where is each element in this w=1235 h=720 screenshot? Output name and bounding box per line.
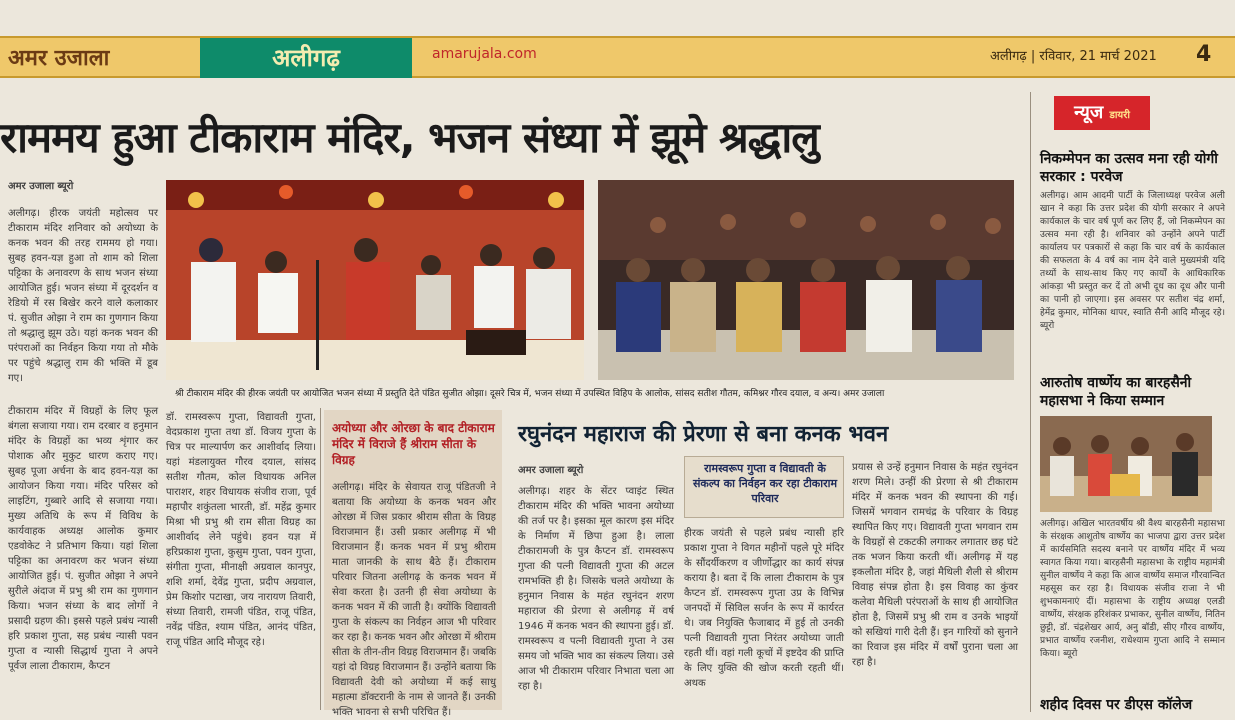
audience-illustration xyxy=(598,180,1014,380)
sidebar-story-1-paragraph: अलीगढ़। आम आदमी पार्टी के जिलाध्यक्ष परवेज अली खान ने कहा कि उत्तर प्रदेश की योगी सरकार ने अपने कार्यकाल के चार वर्ष पूर्ण कर लिए हैं, जो निकम्मेपन का उत्सव मना रही है। शनिवार को उन्होंने अपने पार्टी कार्यालय पर पत्रकारों से कहा कि चार वर्ष के कार्यकाल की सफलता के 4 वर्ष का नाम देने वाले मुख्यमंत्री यदि तथ्यों के साथ-साथ किए गए कार्यों के आधिकारिक आंकड़ा भी प्रस्तुत कर दें तो अभी दूध का दूध और पानी का पानी हो जाएगा। इस अवसर पर सतीश चंद्र शर्मा, हेमेंद्र कुमार, मोनिका थापर, स्वाति सैनी आदि मौजूद रहे। ब्यूरो xyxy=(1040,191,1225,331)
photo-audience xyxy=(598,180,1014,380)
intro-paragraph: अलीगढ़। हीरक जयंती महोत्सव पर टीकाराम मंदिर शनिवार को अयोध्या के कनक भवन की तरह राममय हो गया। सुबह हवन-यज्ञ हुआ तो शाम को शिला पट्टिका के अनावरण के साथ भजन संध्या आयोजित हुई। भजन संध्या में दूरदर्शन व रेडियो में रस बिखेर करने वाले कलाकार पं. सुजीत ओझा ने राम का गुणगान किया तो श्रद्धालु झूम उठे। यहां कनक भवन की परंपराओं का निर्वहन किया गया तो मौके पर पहुंचे श्रद्धालु राम की भक्ति में डूब गए। xyxy=(8,208,158,384)
sidebar-story-3-title: शहीद दिवस पर डीएस कॉलेज xyxy=(1040,697,1193,713)
dateline: अलीगढ़ | रविवार, 21 मार्च 2021 xyxy=(990,49,1157,64)
sub-article-paragraph-3: प्रयास से उन्हें हनुमान निवास के महंत रघुनंदन शरण मिले। उन्हीं की प्रेरणा से श्री टीकाराम मंदिर में कनक भवन की स्थापना की गई। जिसमें भगवान रामचंद्र के परिवार के विग्रह स्थापित किए गए। विद्यावती गुप्ता भगवान राम के विग्रहों से टकटकी लगाकर लगातार छह घंटे तक भजन किया करती थीं। अलीगढ़ में यह इकलौता मंदिर है, जहां मैथिली शैली से श्रीराम विवाह संपन्न होता है। इस विवाह का कुंवर कलेवा मैथिली परंपराओं के साथ ही आयोजित होता है, जिसमें प्रभु श्री राम व उनके भाइयों को सखियां गारी देती हैं। इन गारियों को सुनाने का रिवाज इस मंदिर में वर्षों पुराना चला आ रहा है। xyxy=(852,462,1018,668)
info-box-paragraph: अलीगढ़। मंदिर के सेवायत राजू पंडितजी ने बताया कि अयोध्या के कनक भवन और ओरछा में जिस प्रकार श्रीराम सीता के विग्रह विराजमान हैं। उसी प्रकार अलीगढ़ में भी विराजमान हैं। कनक भवन में प्रभु श्रीराम माता जानकी के साथ बैठे हैं। टीकाराम परिवार जितना अलीगढ़ के कनक भवन में सेवा करता है। उतनी ही सेवा अयोध्या के कनक भवन में की जाती है। क्योंकि विद्यावती गुप्ता के संकल्प का निर्वहन आज भी परिवार कर रहा है। कनक भवन और ओरछा में श्रीराम सीता के तीन-तीन विग्रह विराजमान हैं। जबकि यहां दो विग्रह विराजमान हैं। उन्होंने बताया कि विद्यावती देवी को अयोध्या में कई साधु महात्मा डॉक्टरानी के नाम से जानते हैं। उनकी भक्ति भावना से सभी परिचित हैं। xyxy=(332,482,496,718)
stage-illustration xyxy=(166,180,584,380)
sub-article-column-3 xyxy=(852,460,1018,710)
photo-caption: श्री टीकाराम मंदिर की हीरक जयंती पर आयोजित भजन संध्या में प्रस्तुति देते पंडित सुजीत ओझा। दूसरे चित्र में, भजन संध्या में उपस्थित विहिप के आलोक, सांसद सतीश गौतम, कमिश्नर गौरव दयाल, व अन्य। अमर उजाला xyxy=(175,389,885,399)
sub-article-box xyxy=(684,456,844,518)
sidebar-story-2-paragraph: अलीगढ़। अखिल भारतवर्षीय श्री वैश्य बारहसैनी महासभा के संरक्षक आशुतोष वार्ष्णेय का भाजपा द्वारा उत्तर प्रदेश में कार्यसमिति सदस्य बनाने पर वार्ष्णेय मंदिर में भव्य स्वागत किया गया। बारहसैनी महासभा के राष्ट्रीय महामंत्री सुनील वार्ष्णेय ने कहा कि आज वार्ष्णेय समाज गौरवान्वित महसूस कर रहा है। विधायक संजीव राजा ने भी शुभकामनाएं दीं। महासभा के राष्ट्रीय अध्यक्ष एलडी वार्ष्णेय, संरक्षक हरिशंकर प्रभाकर, सुनील वार्ष्णेय, नितिन छुट्टी, डॉ. चंद्रशेखर आर्य, अनु बॉडी, सीए गौरव वार्ष्णेय, प्रभात वार्ष्णेय रजनीश, राधेश्याम गुप्ता आदि ने सम्मान किया। ब्यूरो xyxy=(1040,519,1225,659)
badge-sublabel: डायरी xyxy=(1109,110,1130,121)
middle-column-text xyxy=(166,410,316,710)
photo-bhajan-performance xyxy=(166,180,584,380)
sub-article-byline: अमर उजाला ब्यूरो xyxy=(518,465,584,476)
sidebar-story-1-title: निकम्मेपन का उत्सव मना रही योगी सरकार : परवेज xyxy=(1040,151,1218,185)
sidebar-story-2-title: आरुतोष वार्ष्णेय का बारहसैनी महासभा ने किया सम्मान xyxy=(1040,375,1192,409)
sub-article-paragraph-1: अलीगढ़। शहर के सेंटर प्वाइंट स्थित टीकाराम मंदिर की भक्ति भावना अयोध्या की तर्ज पर है। इसका मूल कारण इस मंदिर के निर्माण में छिपा हुआ है। लाला टीकारामजी के पुत्र कैप्टन डॉ. रामस्वरूप गुप्ता की पत्नी विद्यावती गुप्ता की अटल रामभक्ति ही है। जिसके चलते अयोध्या के हनुमान निवास के महंत रघुनंदन शरण महाराज की प्रेरणा से अलीगढ़ में वर्ष 1946 में कनक भवन की स्थापना हुई। डॉ. रामस्वरूप व पत्नी विद्यावती गुप्ता ने उस समय जो भक्ति भाव का संकल्प लिया। उसे आज भी टीकाराम परिवार निभाता चला आ रहा है। xyxy=(518,486,674,692)
news-diary-badge xyxy=(1054,96,1150,130)
article-continued xyxy=(8,404,158,710)
column-divider xyxy=(320,408,321,710)
sidebar-divider xyxy=(1030,92,1031,712)
felicitation-illustration xyxy=(1040,416,1212,512)
sub-article-box-title: रामस्वरूप गुप्ता व विद्यावती के संकल्प का निर्वहन कर रहा टीकाराम परिवार xyxy=(692,462,838,505)
website-label: amarujala.com xyxy=(432,46,537,62)
paper-logo: अमर उजाला xyxy=(8,45,110,71)
main-headline: राममय हुआ टीकाराम मंदिर, भजन संध्या में झूमे श्रद्धालु xyxy=(0,113,819,162)
continued-paragraph: टीकाराम मंदिर में विग्रहों के लिए फूल बंगला सजाया गया। राम दरबार व हनुमान मंदिर के विग्रहों का भव्य शृंगार कर पोशाक और मुकुट धारण कराए गए। सुबह पूजा अर्चना के बाद हवन-यज्ञ का आयोजन किया गया। मंदिर परिसर को लाइटिंग, गुब्बारे आदि से सजाया गया। मुख्य अतिथि के रूप में विविध के कार्यवाहक अध्यक्ष आलोक कुमार एडवोकेट ने प्रतिभाग किया। यहां शिला पट्टिका का अनावरण कर भजन संध्या आयोजित हुई। पं. सुजीत ओझा ने अपने सुरीले अंदाज में प्रभु श्री राम का गुणगान किया। भजन संध्या के बाद लोगों ने प्रसादी ग्रहण की। इससे पहले प्रबंध न्यासी हरि प्रकाश गुप्ता, सह प्रबंध न्यासी पवन गुप्ता व न्यासी सिद्धार्थ गुप्ता ने अपने पूर्वज लाला टीकाराम, कैप्टन xyxy=(8,406,158,672)
sub-article-column-2 xyxy=(684,526,844,710)
sidebar-story-2-text xyxy=(1040,518,1225,694)
sidebar-story-2-photo xyxy=(1040,416,1212,512)
page-number: 4 xyxy=(1196,42,1212,67)
info-box-text xyxy=(332,480,496,718)
info-box-ayodhya xyxy=(324,410,502,718)
article-byline: अमर उजाला ब्यूरो xyxy=(8,181,74,192)
badge-label: न्यूज xyxy=(1074,102,1104,123)
info-box-title: अयोध्या और ओरछा के बाद टीकाराम मंदिर में विराजे हैं श्रीराम सीता के विग्रह xyxy=(332,421,495,467)
sidebar-story-1-text xyxy=(1040,190,1225,356)
middle-paragraph: डॉ. रामस्वरूप गुप्ता, विद्यावती गुप्ता, वेदप्रकाश गुप्ता तथा डॉ. विजय गुप्ता के चित्र पर माल्यार्पण कर आशीर्वाद लिया। यहां मंडलायुक्त गौरव दयाल, सांसद सतीश गौतम, कोल विधायक अनिल पाराशर, शहर विधायक संजीव राजा, पूर्व महापौर शकुंतला भारती, डॉ. महेंद्र कुमार मिश्रा भी प्रभु श्री राम सीता विग्रह का आशीर्वाद लेने पहुंचे। हवन यज्ञ में हरिप्रकाश गुप्ता, कुसुम गुप्ता, पवन गुप्ता, संगीता गुप्ता, मीनाक्षी अग्रवाल कानपुर, शशि शर्मा, देवेंद्र गुप्ता, प्रदीप अग्रवाल, प्रेम किशोर पटाखा, जय नारायण तिवारी, संध्या तिवारी, रामजी पंडित, राजू पंडित, नवेंद्र पंडित, श्याम पंडित, आनंद पंडित, राजू पंडित आदि मौजूद रहे। xyxy=(166,412,316,648)
sub-article-column-1 xyxy=(518,484,674,710)
sub-article-headline: रघुनंदन महाराज की प्रेरणा से बना कनक भवन xyxy=(518,422,889,447)
sub-article-paragraph-2: हीरक जयंती से पहले प्रबंध न्यासी हरि प्रकाश गुप्ता ने विगत महीनों पहले पूरे मंदिर के सौंदर्यीकरण व जीर्णोद्धार का कार्य संपन्न कराया है। बता दें कि लाला टीकाराम के पुत्र कैप्टन डॉ. रामस्वरूप गुप्ता उप्र के विभिन्न जनपदों में सिविल सर्जन के रूप में कार्यरत थे। जब नियुक्ति फैजाबाद में हुई तो उनकी पत्नी विद्यावती गुप्ता निरंतर अयोध्या जाती रहती थीं। वहां गली कूचों में इष्टदेव की प्राप्ति के लिए युक्ति की खोज करती रहती थीं। अथक xyxy=(684,528,844,689)
article-intro xyxy=(8,206,158,396)
city-banner: अलीगढ़ xyxy=(200,38,412,78)
